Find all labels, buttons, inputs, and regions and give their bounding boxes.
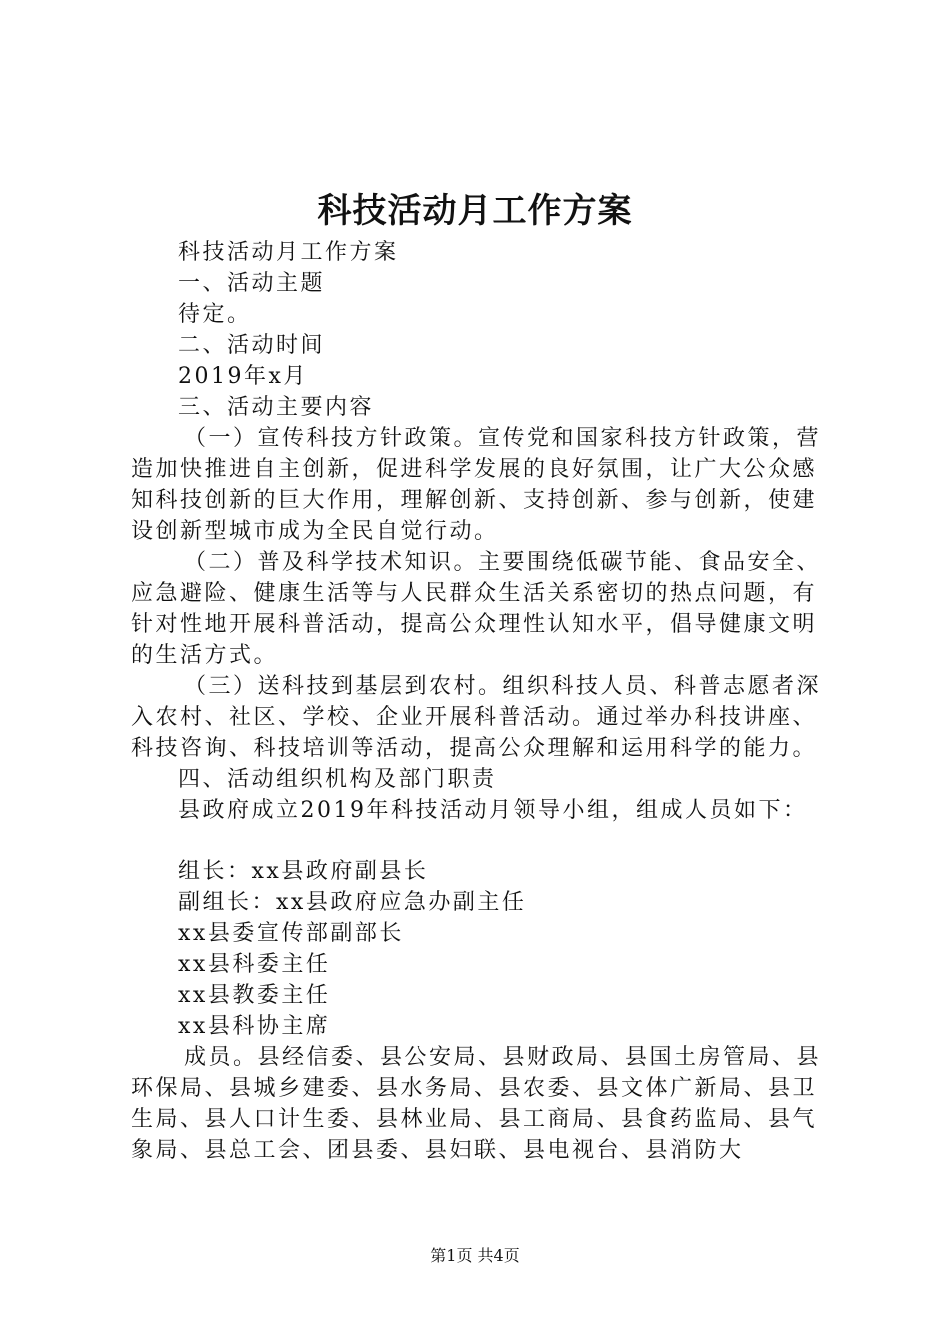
document-title: 科技活动月工作方案 <box>317 191 633 231</box>
member-line: 组长：xx县政府副县长 <box>178 859 429 884</box>
document-body <box>131 237 831 1166</box>
member-line: xx县委宣传部副部长 <box>178 921 404 946</box>
section-heading-content: 三、活动主要内容 <box>178 395 375 420</box>
content-paragraph-1: （一）宣传科技方针政策。宣传党和国家科技方针政策，营造加快推进自主创新，促进科学发展的良好氛围，让广大公众感知科技创新的巨大作用，理解创新、支持创新、参与创新，使建设创新型城市成为全民自觉行动。 <box>131 426 822 544</box>
members-paragraph: 成员。县经信委、县公安局、县财政局、县国土房管局、县环保局、县城乡建委、县水务局、县农委、县文体广新局、县卫生局、县人口计生委、县林业局、县工商局、县食药监局、县气象局、县总工会、团县委、县妇联、县电视台、县消防大 <box>131 1045 822 1163</box>
section-heading-time: 二、活动时间 <box>178 333 326 358</box>
member-line: xx县科协主席 <box>178 1014 331 1039</box>
blank-line <box>131 826 831 856</box>
theme-text: 待定。 <box>178 302 252 327</box>
content-paragraph-2: （二）普及科学技术知识。主要围绕低碳节能、食品安全、应急避险、健康生活等与人民群众生活关系密切的热点问题，有针对性地开展科普活动，提高公众理性认知水平，倡导健康文明的生活方式。 <box>131 550 822 668</box>
time-text: 2019年x月 <box>178 364 308 389</box>
member-line: 副组长：xx县政府应急办副主任 <box>178 890 527 915</box>
member-line: xx县教委主任 <box>178 983 331 1008</box>
section-heading-organization: 四、活动组织机构及部门职责 <box>178 767 497 792</box>
section-heading-theme: 一、活动主题 <box>178 271 326 296</box>
subtitle-line: 科技活动月工作方案 <box>178 240 399 265</box>
organization-intro: 县政府成立2019年科技活动月领导小组，组成人员如下： <box>178 798 808 823</box>
member-line: xx县科委主任 <box>178 952 331 977</box>
content-paragraph-3: （三）送科技到基层到农村。组织科技人员、科普志愿者深入农村、社区、学校、企业开展科普活动。通过举办科技讲座、科技咨询、科技培训等活动，提高公众理解和运用科学的能力。 <box>131 674 822 761</box>
page-number: 第1页 共4页 <box>430 1246 520 1265</box>
